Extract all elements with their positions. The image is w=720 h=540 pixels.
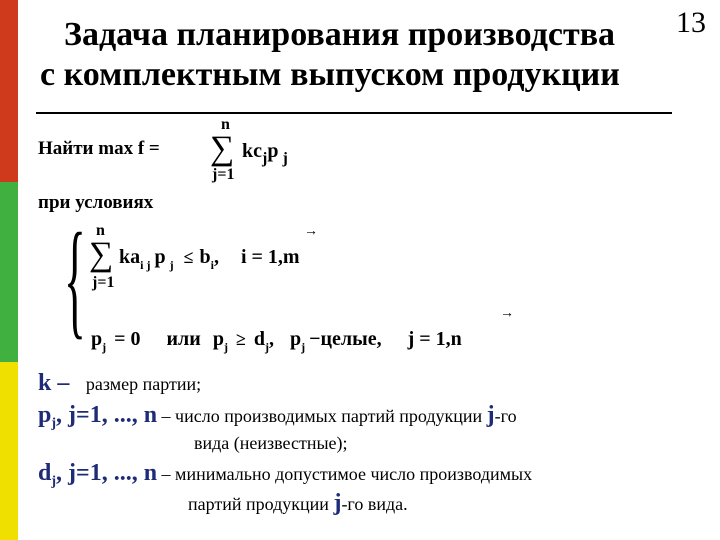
accent-strip-yellow bbox=[0, 362, 18, 540]
slide-number: 13 bbox=[676, 6, 706, 39]
constraint-bounds: $p_j = 0$ или $p_j \ge d_j$, $p_j$ −целые, j = 1,n bbox=[91, 328, 462, 354]
system-sum-upper: n bbox=[96, 222, 105, 239]
slide-title-line1: Задача планирования производства bbox=[64, 16, 616, 53]
accent-strip-green bbox=[0, 182, 18, 362]
objective-sum-upper: n bbox=[221, 116, 230, 133]
system-sum-symbol: ∑ bbox=[89, 236, 114, 273]
constraint-resource: $ka_{i j}$ p $_j \le b_i$, i = 1,m bbox=[119, 246, 300, 272]
definition-p: $p_j$, j=1, ..., n – число производимых партий продукции j-го bbox=[38, 402, 517, 431]
range-arrow-m: → bbox=[304, 224, 318, 239]
range-arrow-n: → bbox=[500, 306, 514, 321]
system-sum-lower: j=1 bbox=[92, 274, 115, 291]
objective-expression: $kc_jp$ $_j$ bbox=[242, 140, 288, 167]
conditions-label: при условиях bbox=[38, 192, 154, 213]
slide-title-line2: с комплектным выпуском продукции bbox=[40, 56, 620, 93]
definition-d: $d_j$, j=1, ..., n – минимально допустимое число производимых bbox=[38, 460, 533, 489]
definition-p-continued: вида (неизвестные); bbox=[194, 433, 348, 453]
objective-sum-lower: j=1 bbox=[212, 166, 235, 183]
objective-label: Найти max f = bbox=[38, 138, 160, 159]
definition-k: k – размер партии; bbox=[38, 370, 202, 396]
system-brace: { bbox=[64, 207, 86, 351]
definition-d-continued: партий продукции j-го вида. bbox=[188, 490, 408, 516]
objective-sum-symbol: ∑ bbox=[210, 130, 235, 167]
title-divider bbox=[36, 112, 672, 114]
accent-strip-red bbox=[0, 0, 18, 182]
